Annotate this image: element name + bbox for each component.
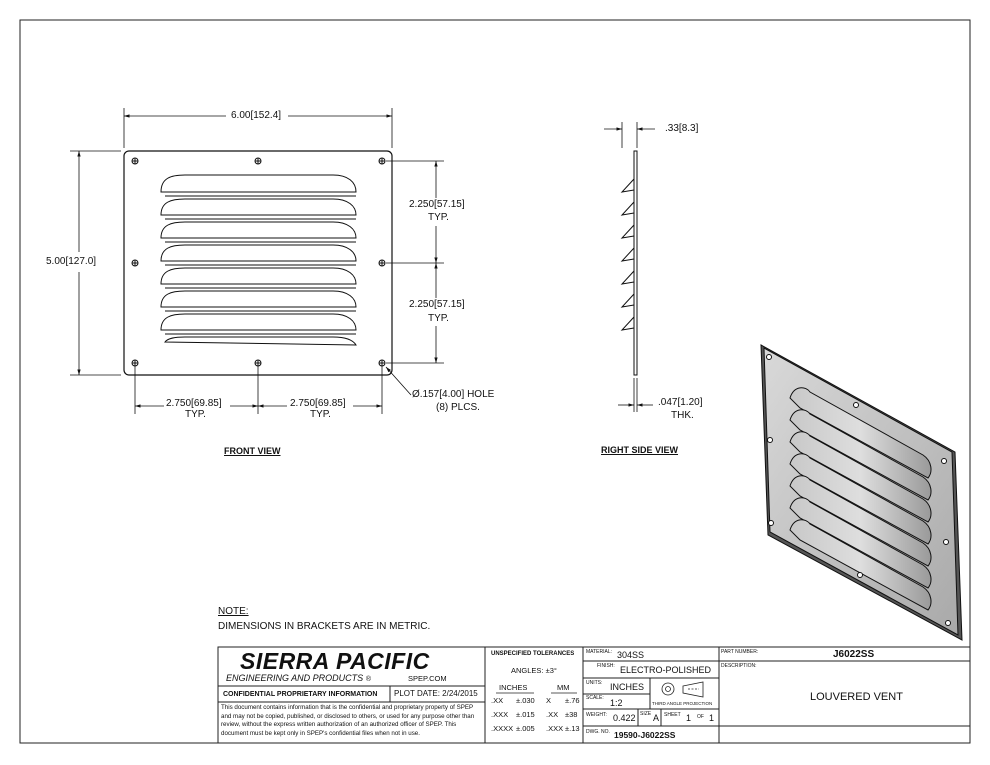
thk-label: THK. [671, 410, 694, 421]
units-label: UNITS: [586, 680, 603, 686]
tol-row-2-mm-fmt: .XX [546, 710, 559, 719]
front-view-drawing [70, 108, 444, 414]
scale-value: 1:2 [610, 698, 623, 708]
dwg-label: DWG. NO. [586, 729, 610, 735]
note-heading: NOTE: [218, 606, 249, 617]
tolerances-title: UNSPECIFIED TOLERANCES [491, 651, 575, 657]
vert-spacing-typ-1: TYP. [428, 212, 449, 223]
part-number-label: PART NUMBER: [721, 649, 759, 655]
scale-label: SCALE: [586, 695, 604, 701]
description-label: DESCRIPTION: [721, 663, 757, 669]
confidential-title: CONFIDENTIAL PROPRIETARY INFORMATION [223, 691, 378, 698]
tol-row-3-in-fmt: .XXXX [491, 724, 514, 733]
depth-dim: .33[8.3] [665, 123, 699, 134]
registered-mark: ® [365, 676, 371, 683]
size-value: A [653, 713, 660, 723]
vert-spacing-dim-2: 2.250[57.15] [409, 299, 465, 310]
dim-vert-spacing [386, 161, 444, 363]
plot-date: PLOT DATE: 2/24/2015 [394, 689, 478, 698]
company-logo: SIERRA PACIFIC [240, 648, 430, 674]
side-view-label: RIGHT SIDE VIEW [601, 445, 679, 455]
weight-label: WEIGHT: [586, 712, 607, 718]
hole-leader [386, 367, 411, 395]
front-view-label: FRONT VIEW [224, 446, 281, 456]
website: SPEP.COM [408, 674, 447, 683]
tol-inches-header: INCHES [499, 683, 528, 692]
side-view-drawing [604, 122, 655, 412]
sheet-number: 1 [686, 713, 692, 723]
thk-dim: .047[1.20] [658, 397, 703, 408]
sheet-total: 1 [709, 713, 715, 723]
horiz-spacing-dim-1: 2.750[69.85] [166, 398, 222, 409]
finish-value: ELECTRO-POLISHED [620, 665, 712, 675]
tol-row-3-mm-tol: ±.13 [565, 724, 580, 733]
note-text: DIMENSIONS IN BRACKETS ARE IN METRIC. [218, 621, 431, 632]
weight-value: 0.422 [613, 713, 636, 723]
front-holes [132, 158, 385, 366]
sheet-label: SHEET [664, 712, 681, 718]
dwg-number: 19590-J6022SS [614, 730, 676, 740]
front-louvers [161, 175, 356, 345]
tol-angles: ANGLES: ±3° [511, 666, 557, 675]
sheet-of: OF [697, 714, 704, 720]
size-label: SIZE [640, 711, 652, 717]
tol-mm-header: MM [557, 683, 570, 692]
third-angle-symbol [662, 682, 703, 697]
horiz-spacing-typ-2: TYP. [310, 409, 331, 420]
confidential-text: This document contains information that is the confidential and proprietary property of SPEP and may not be copied, published, or disclosed to others, or used for any purpose other than review, without the express written authorization of an authorized officer of SPEP. This document must be kept only in SPEP's confidential files when not in use. [221, 704, 475, 737]
company-subtitle: ENGINEERING AND PRODUCTS ® [226, 673, 371, 683]
width-dim: 6.00[152.4] [231, 110, 282, 121]
tol-row-1-in-fmt: .XX [491, 696, 504, 705]
part-number: J6022SS [833, 649, 875, 660]
description: LOUVERED VENT [810, 691, 903, 703]
height-dim: 5.00[127.0] [46, 256, 97, 267]
horiz-spacing-dim-2: 2.750[69.85] [290, 398, 346, 409]
material-label: MATERIAL: [586, 649, 613, 655]
tol-row-2-in-tol: ±.015 [516, 710, 535, 719]
projection-label: THIRD ANGLE PROJECTION [652, 701, 713, 706]
isometric-view [761, 345, 962, 640]
hole-qty: (8) PLCS. [436, 402, 480, 413]
finish-label: FINISH: [597, 663, 615, 669]
tol-row-1-mm-tol: ±.76 [565, 696, 580, 705]
tol-row-3-mm-fmt: .XXX [546, 724, 564, 733]
tol-row-2-in-fmt: .XXX [491, 710, 509, 719]
units-value: INCHES [610, 682, 645, 692]
tol-row-2-mm-tol: ±38 [565, 710, 578, 719]
vert-spacing-dim-1: 2.250[57.15] [409, 199, 465, 210]
material-value: 304SS [617, 650, 645, 660]
tol-row-3-in-tol: ±.005 [516, 724, 535, 733]
tol-row-1-mm-fmt: X [546, 696, 552, 705]
hole-callout: Ø.157[4.00] HOLE [412, 389, 495, 400]
vert-spacing-typ-2: TYP. [428, 313, 449, 324]
horiz-spacing-typ-1: TYP. [185, 409, 206, 420]
tol-row-1-in-tol: ±.030 [516, 696, 535, 705]
